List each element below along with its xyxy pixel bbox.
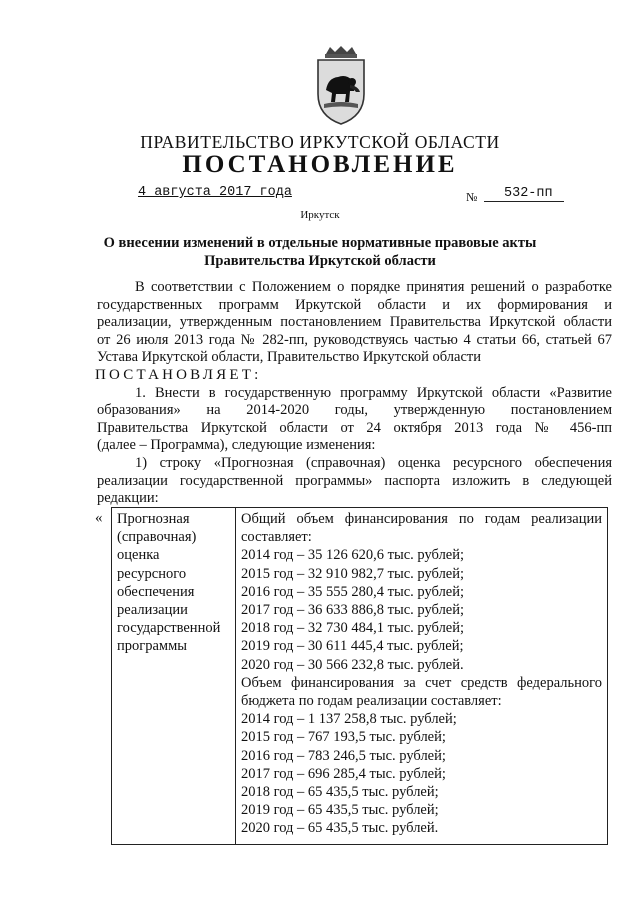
text-line: (далее – Программа), следующие изменения:	[97, 437, 376, 454]
federal-header-line: бюджета по годам реализации составляет:	[241, 693, 502, 710]
text-line: 1. Внести в государственную программу Иркутской области «Развитие	[135, 384, 612, 401]
government-name: ПРАВИТЕЛЬСТВО ИРКУТСКОЙ ОБЛАСТИ	[140, 132, 500, 152]
federal-row: 2019 год – 65 435,5 тыс. рублей;	[241, 802, 439, 819]
text-line: 1) строку «Прогнозная (справочная) оценка ресурсного обеспечения	[135, 454, 612, 471]
text-line: образования» на 2014-2020 годы, утвержденную постановлением	[97, 402, 612, 419]
federal-row: 2018 год – 65 435,5 тыс. рублей;	[241, 784, 439, 801]
decree-date-value: 4 августа 2017 года	[138, 185, 292, 200]
text-line: Правительства Иркутской области от 24 октября 2013 года № 456-пп	[97, 419, 612, 436]
federal-row: 2016 год – 783 246,5 тыс. рублей;	[241, 747, 446, 764]
total-header-line: составляет:	[241, 529, 312, 546]
city-name: Иркутск	[300, 209, 340, 221]
document-body	[97, 279, 612, 508]
caption-line: государственной	[117, 620, 221, 637]
title-line: Правительства Иркутской области	[204, 252, 436, 269]
total-header-line: Общий объем финансирования по годам реализации	[241, 511, 602, 527]
total-row: 2017 год – 36 633 886,8 тыс. рублей;	[241, 602, 465, 619]
federal-row: 2017 год – 696 285,4 тыс. рублей;	[241, 765, 446, 782]
title-line: О внесении изменений в отдельные нормативные правовые акты	[103, 235, 537, 251]
total-row: 2015 год – 32 910 982,7 тыс. рублей;	[241, 565, 465, 582]
text-line: государственных программ Иркутской области и их формирования и	[97, 296, 612, 313]
caption-line: реализации	[117, 602, 188, 619]
open-quote: «	[95, 510, 103, 526]
decree-date	[138, 185, 292, 200]
caption-line: оценка	[117, 547, 160, 564]
federal-row: 2020 год – 65 435,5 тыс. рублей.	[241, 820, 439, 837]
document-type: ПОСТАНОВЛЕНИЕ	[182, 151, 458, 178]
funding-cell	[236, 508, 608, 845]
text-line: реализации государственной программы» паспорта изложить в следующей	[97, 472, 612, 489]
total-row: 2016 год – 35 555 280,4 тыс. рублей;	[241, 583, 465, 600]
text-line: Устава Иркутской области, Правительство Иркутской области	[97, 349, 482, 366]
number-sign: №	[466, 190, 478, 204]
total-row: 2020 год – 30 566 232,8 тыс. рублей.	[241, 656, 464, 673]
caption-line: обеспечения	[117, 583, 195, 600]
federal-row: 2015 год – 767 193,5 тыс. рублей;	[241, 729, 446, 746]
subitem-1	[97, 455, 612, 508]
text-line: В соответствии с Положением о порядке принятия решений о разработке	[135, 279, 612, 295]
coat-of-arms-icon	[306, 44, 376, 128]
caption-line: Прогнозная	[117, 511, 190, 527]
caption-line: программы	[117, 638, 187, 655]
text-line: от 26 июля 2013 года № 282-пп, руководствуясь частью 4 статьи 66, статьей 67	[97, 331, 612, 348]
total-row: 2018 год – 32 730 484,1 тыс. рублей;	[241, 620, 465, 637]
preamble-paragraph	[97, 279, 612, 367]
total-row: 2019 год – 30 611 445,4 тыс. рублей;	[241, 638, 464, 655]
federal-header-line: Объем финансирования за счет средств федерального	[241, 674, 602, 691]
caption-line: ресурсного	[117, 565, 187, 582]
resource-table	[111, 507, 608, 845]
caption-line: (справочная)	[117, 529, 197, 546]
table-row	[112, 508, 608, 845]
federal-row: 2014 год – 1 137 258,8 тыс. рублей;	[241, 711, 457, 728]
total-row: 2014 год – 35 126 620,6 тыс. рублей;	[241, 547, 465, 564]
document-title	[80, 235, 560, 270]
text-line: реализации, утвержденным постановлением Правительства Иркутской области	[97, 314, 612, 331]
row-caption-cell	[112, 508, 236, 845]
resolves-heading: ПОСТАНОВЛЯЕТ:	[95, 366, 262, 383]
decree-number: 532-пп	[484, 186, 564, 202]
item-1	[97, 385, 612, 455]
text-line: редакции:	[97, 490, 159, 507]
